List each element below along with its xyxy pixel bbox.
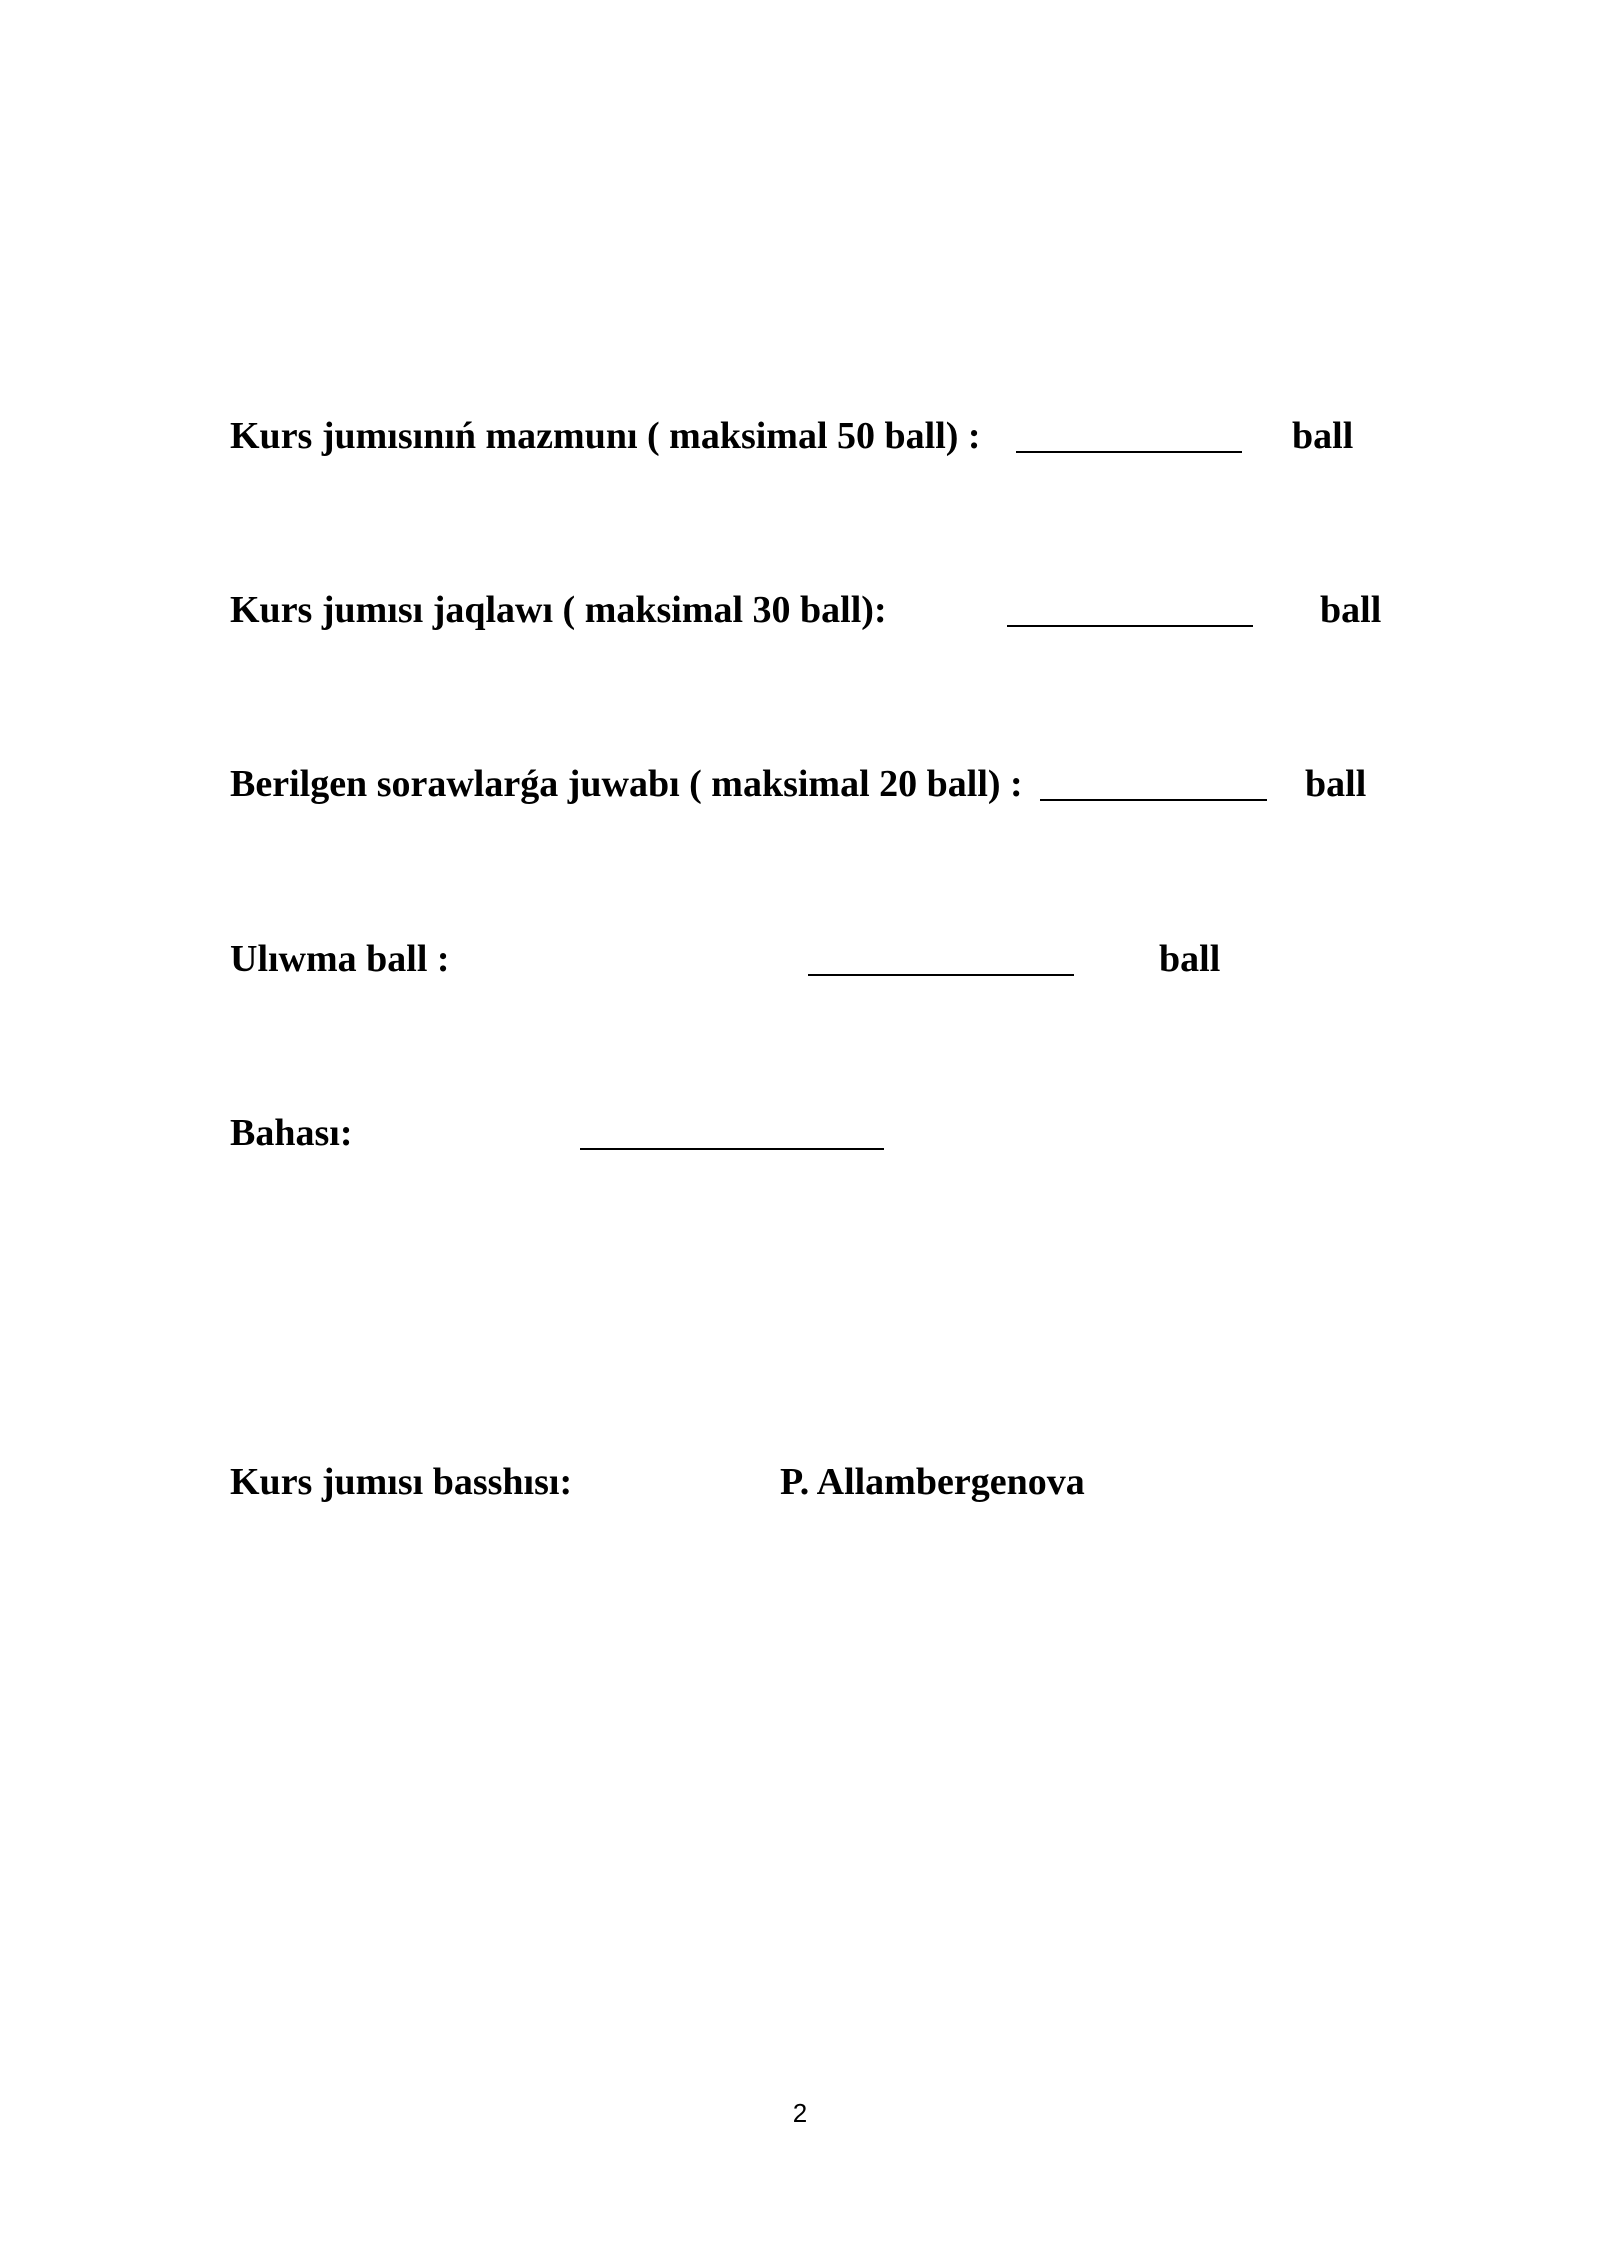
supervisor-label: Kurs jumısı basshısı: — [230, 1461, 573, 1503]
content-score-unit: ball — [1292, 415, 1354, 457]
defense-score-unit: ball — [1320, 589, 1382, 631]
content-score-label: Kurs jumısınıń mazmunı ( maksimal 50 ball) : — [230, 415, 981, 457]
grade-blank[interactable] — [580, 1148, 884, 1150]
content-score-blank[interactable] — [1016, 451, 1242, 453]
total-score-blank[interactable] — [808, 974, 1074, 976]
defense-score-label: Kurs jumısı jaqlawı ( maksimal 30 ball): — [230, 589, 887, 631]
supervisor-name: P. Allambergenova — [780, 1461, 1085, 1503]
total-score-label: Ulıwma ball : — [230, 938, 450, 980]
answers-score-blank[interactable] — [1040, 799, 1267, 801]
total-score-unit: ball — [1159, 938, 1221, 980]
answers-score-unit: ball — [1305, 763, 1367, 805]
page-number: 2 — [792, 2098, 808, 2128]
defense-score-blank[interactable] — [1007, 625, 1253, 627]
grade-label: Bahası: — [230, 1112, 353, 1154]
answers-score-label: Berilgen sorawlarǵa juwabı ( maksimal 20 ball) : — [230, 763, 1023, 805]
